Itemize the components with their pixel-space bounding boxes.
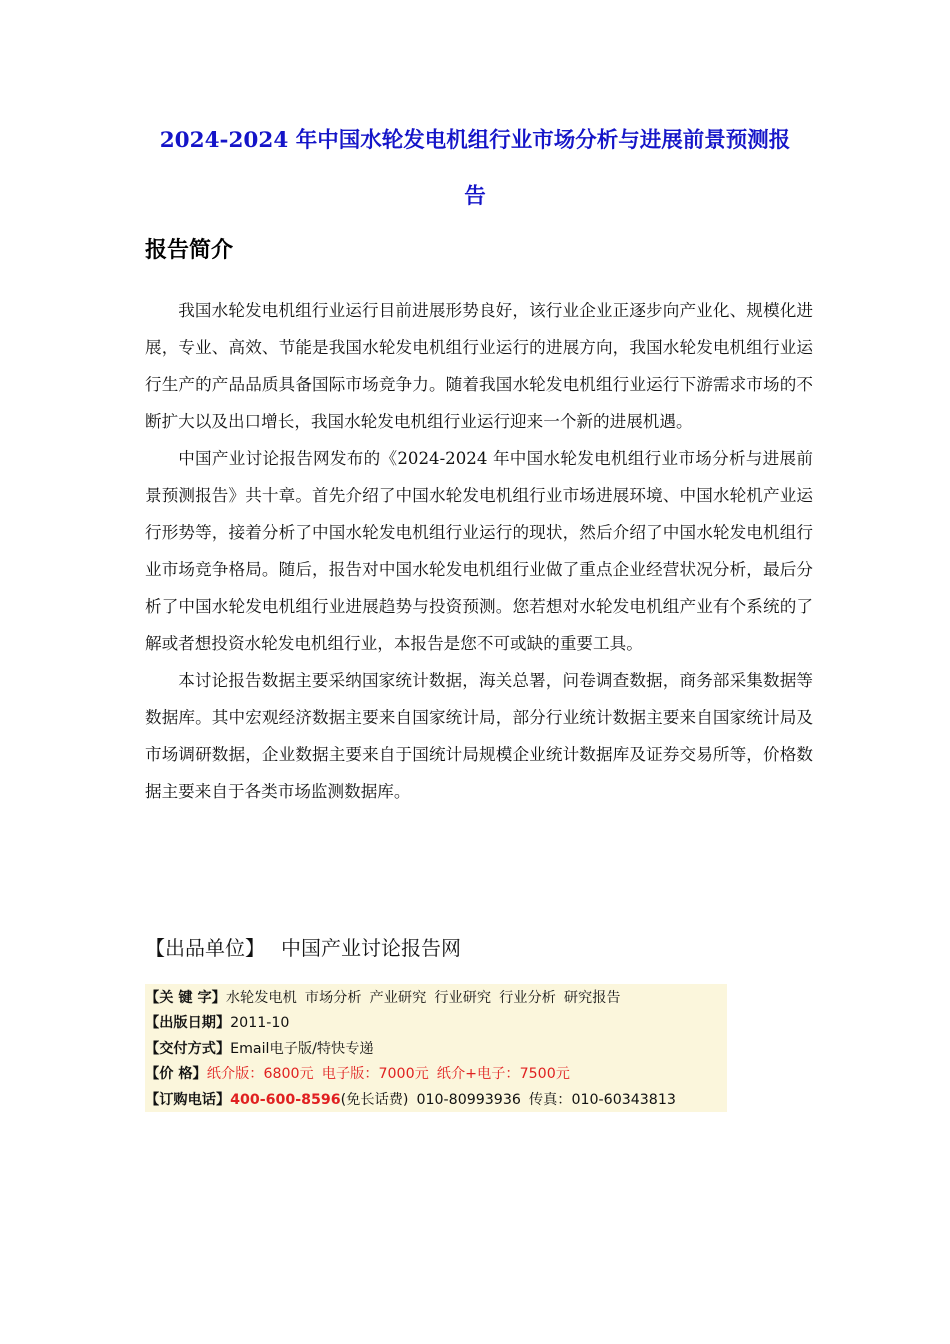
summary-paragraph-1: 我国水轮发电机组行业运行目前进展形势良好，该行业企业正逐步向产业化、规模化进展，专业、高效、节能是我国水轮发电机组行业运行的进展方向，我国水轮发电机组行业运行生产的产品品质具备国际市场竞争力。随着我国水轮发电机组行业运行下游需求市场的不断扩大以及出口增长，我国水轮发电机组行业运行迎来一个新的进展机遇。 — [145, 301, 813, 431]
publish-date-row — [145, 1011, 727, 1036]
fax-label: 传真： — [528, 1091, 572, 1108]
keyword-item: 行业分析 — [499, 990, 556, 1006]
publisher-name: 中国产业讨论报告网 — [281, 936, 461, 960]
keyword-item: 市场分析 — [304, 990, 362, 1006]
price-combo: 纸介+电子：7500元 — [436, 1066, 570, 1083]
price-paper: 纸介版：6800元 — [206, 1066, 314, 1083]
keywords-row — [145, 986, 727, 1011]
price-row — [145, 1062, 727, 1087]
delivery-value: Email电子版/特快专递 — [230, 1040, 374, 1057]
publisher-label: 【出品单位】 — [145, 936, 265, 960]
publish-date-label: 【出版日期】 — [145, 1015, 231, 1032]
delivery-label: 【交付方式】 — [145, 1040, 231, 1057]
report-title-line-1: 2024-2024 年中国水轮发电机组行业市场分析与进展前景预测报 — [159, 128, 791, 153]
keywords-label: 【关 键 字】 — [145, 990, 226, 1006]
report-summary — [145, 292, 813, 810]
publisher-line — [145, 932, 461, 964]
telephone-number: 010-80993936 — [416, 1091, 521, 1108]
keyword-item: 行业研究 — [434, 990, 492, 1006]
report-title-line-2: 告 — [464, 184, 486, 209]
keyword-item: 产业研究 — [369, 990, 427, 1006]
summary-paragraph-2: 中国产业讨论报告网发布的《2024-2024 年中国水轮发电机组行业市场分析与进展前景预测报告》共十章。首先介绍了中国水轮发电机组行业市场进展环境、中国水轮机产业运行形势等，接着分析了中国水轮发电机组行业运行的现状，然后介绍了中国水轮发电机组行业市场竞争格局。随后，报告对中国水轮发电机组行业做了重点企业经营状况分析，最后分析了中国水轮发电机组行业进展趋势与投资预测。您若想对水轮发电机组产业有个系统的了解或者想投资水轮发电机组行业，本报告是您不可或缺的重要工具。 — [145, 449, 813, 653]
publish-date-value: 2011-10 — [230, 1015, 290, 1032]
keyword-item: 研究报告 — [563, 990, 621, 1006]
phone-label: 【订购电话】 — [145, 1091, 231, 1108]
keyword-item: 水轮发电机 — [225, 990, 297, 1006]
price-label: 【价 格】 — [145, 1066, 207, 1083]
order-info-box — [145, 984, 727, 1112]
hotline-number: 400-600-8596 — [230, 1091, 341, 1108]
summary-paragraph-3: 本讨论报告数据主要采纳国家统计数据，海关总署，问卷调查数据，商务部采集数据等数据库。其中宏观经济数据主要来自国家统计局，部分行业统计数据主要来自国家统计局及市场调研数据，企业数据主要来自于国统计局规模企业统计数据库及证券交易所等，价格数据主要来自于各类市场监测数据库。 — [145, 671, 813, 801]
hotline-note: (免长话费) — [340, 1091, 409, 1108]
section-heading: 报告简介 — [145, 238, 234, 263]
fax-number: 010-60343813 — [571, 1091, 676, 1108]
price-electronic: 电子版：7000元 — [321, 1066, 429, 1083]
phone-row — [145, 1088, 727, 1113]
delivery-row — [145, 1037, 727, 1062]
